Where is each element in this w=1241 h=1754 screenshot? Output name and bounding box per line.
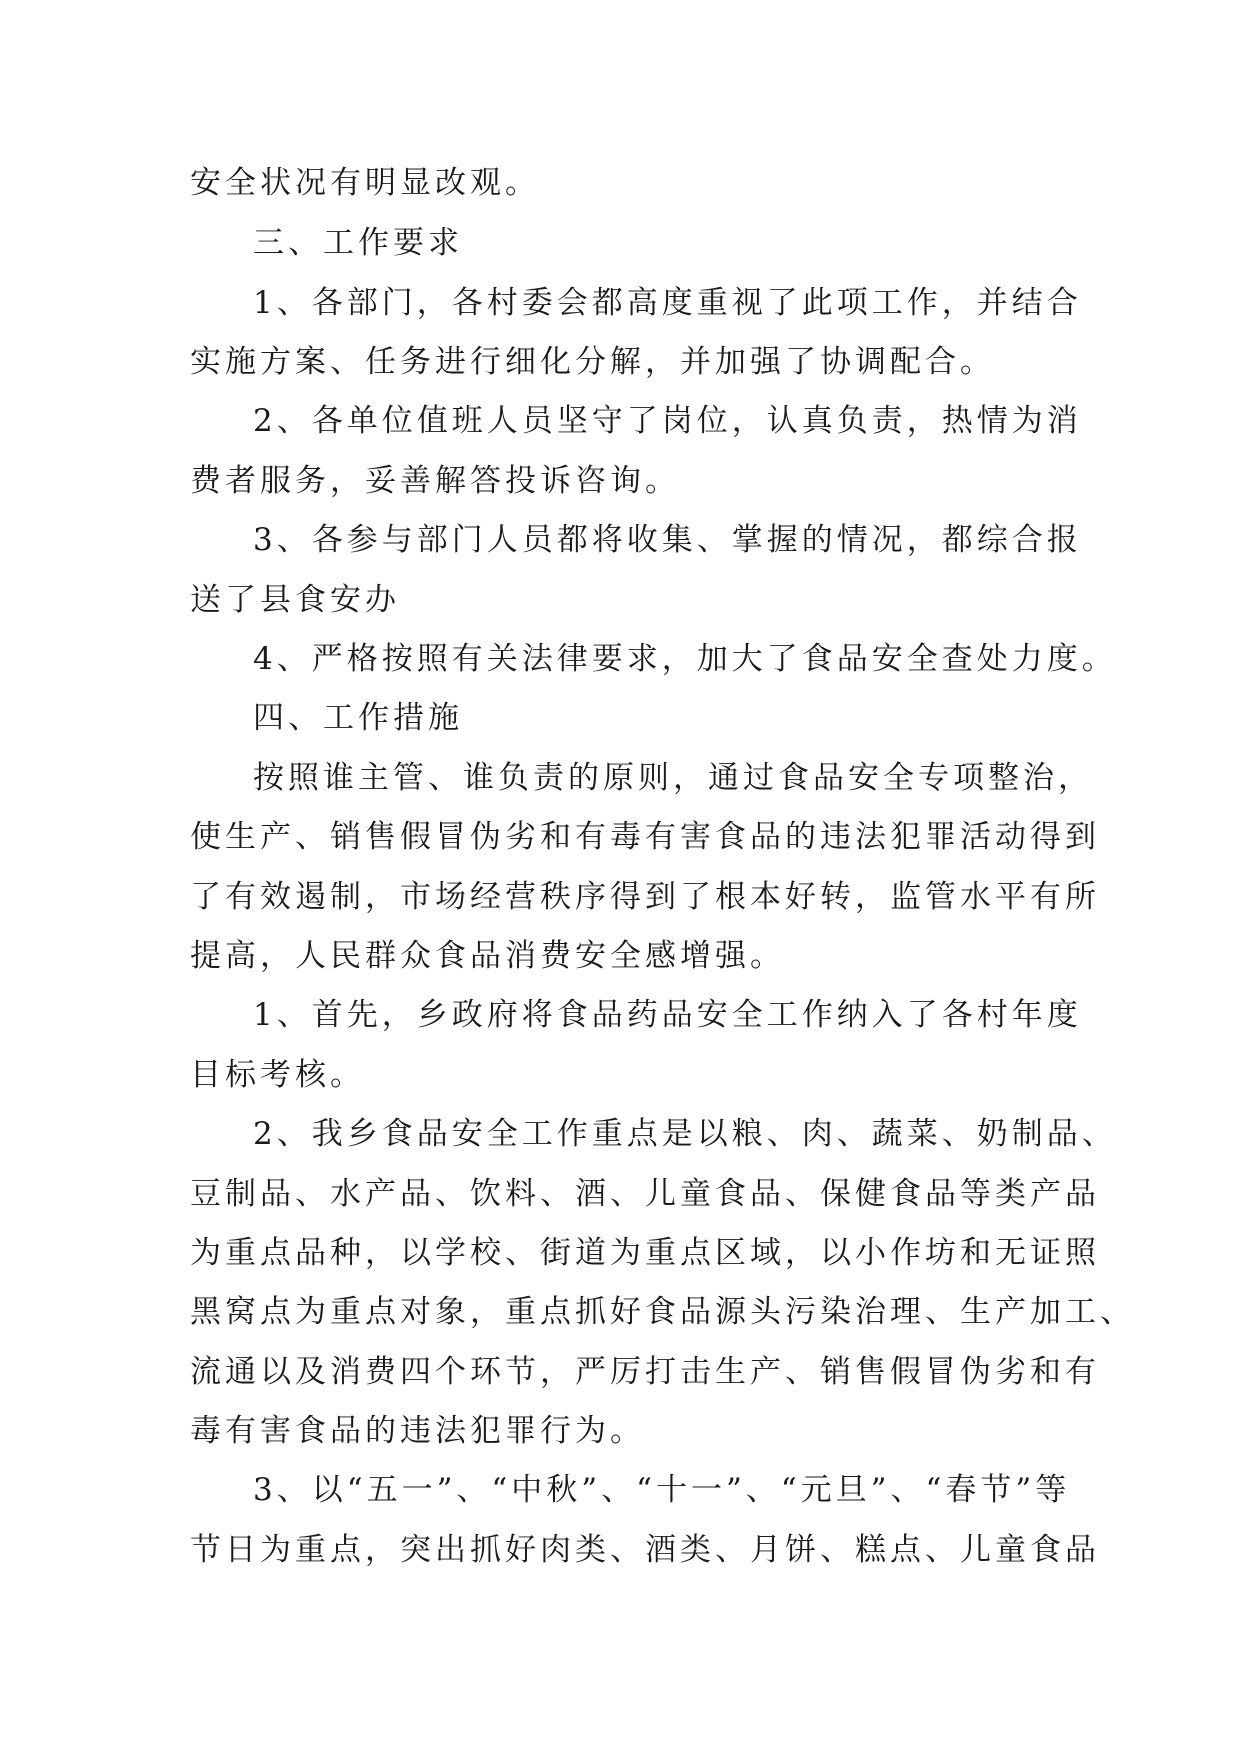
body-text-line: 安全状况有明显改观。	[190, 165, 540, 201]
body-text-line: 目标考核。	[190, 1057, 365, 1093]
body-text-line: 实施方案、任务进行细化分解，并加强了协调配合。	[190, 344, 995, 380]
body-text-line: 送了县食安办	[190, 582, 400, 618]
body-text-line: 1、首先，乡政府将食品药品安全工作纳入了各村年度	[253, 997, 1082, 1033]
section-heading: 四、工作措施	[253, 700, 463, 736]
body-text-line: 豆制品、水产品、饮料、酒、儿童食品、保健食品等类产品	[190, 1176, 1100, 1212]
body-text-line: 2、各单位值班人员坚守了岗位，认真负责，热情为消	[253, 403, 1082, 439]
body-text-line: 1、各部门，各村委会都高度重视了此项工作，并结合	[253, 285, 1082, 321]
body-text-line: 按照谁主管、谁负责的原则，通过食品安全专项整治，	[253, 760, 1093, 796]
body-text-line: 了有效遏制，市场经营秩序得到了根本好转，监管水平有所	[190, 879, 1100, 915]
body-text-line: 节日为重点，突出抓好肉类、酒类、月饼、糕点、儿童食品	[190, 1532, 1100, 1568]
body-text-line: 提高，人民群众食品消费安全感增强。	[190, 938, 785, 974]
body-text-line: 2、我乡食品安全工作重点是以粮、肉、蔬菜、奶制品、	[253, 1116, 1117, 1152]
body-text-line: 使生产、销售假冒伪劣和有毒有害食品的违法犯罪活动得到	[190, 819, 1100, 855]
body-text-line: 费者服务，妥善解答投诉咨询。	[190, 463, 680, 499]
body-text-line: 流通以及消费四个环节，严厉打击生产、销售假冒伪劣和有	[190, 1354, 1100, 1390]
body-text-line: 3、以“五一”、“中秋”、“十一”、“元旦”、“春节”等	[253, 1472, 1071, 1508]
body-text-line: 毒有害食品的违法犯罪行为。	[190, 1413, 645, 1449]
body-text-line: 4、严格按照有关法律要求，加大了食品安全查处力度。	[253, 641, 1117, 677]
body-text-line: 黑窝点为重点对象，重点抓好食品源头污染治理、生产加工、	[190, 1294, 1135, 1330]
section-heading: 三、工作要求	[253, 225, 463, 261]
body-text-line: 3、各参与部门人员都将收集、掌握的情况，都综合报	[253, 522, 1082, 558]
body-text-line: 为重点品种，以学校、街道为重点区域，以小作坊和无证照	[190, 1235, 1100, 1271]
